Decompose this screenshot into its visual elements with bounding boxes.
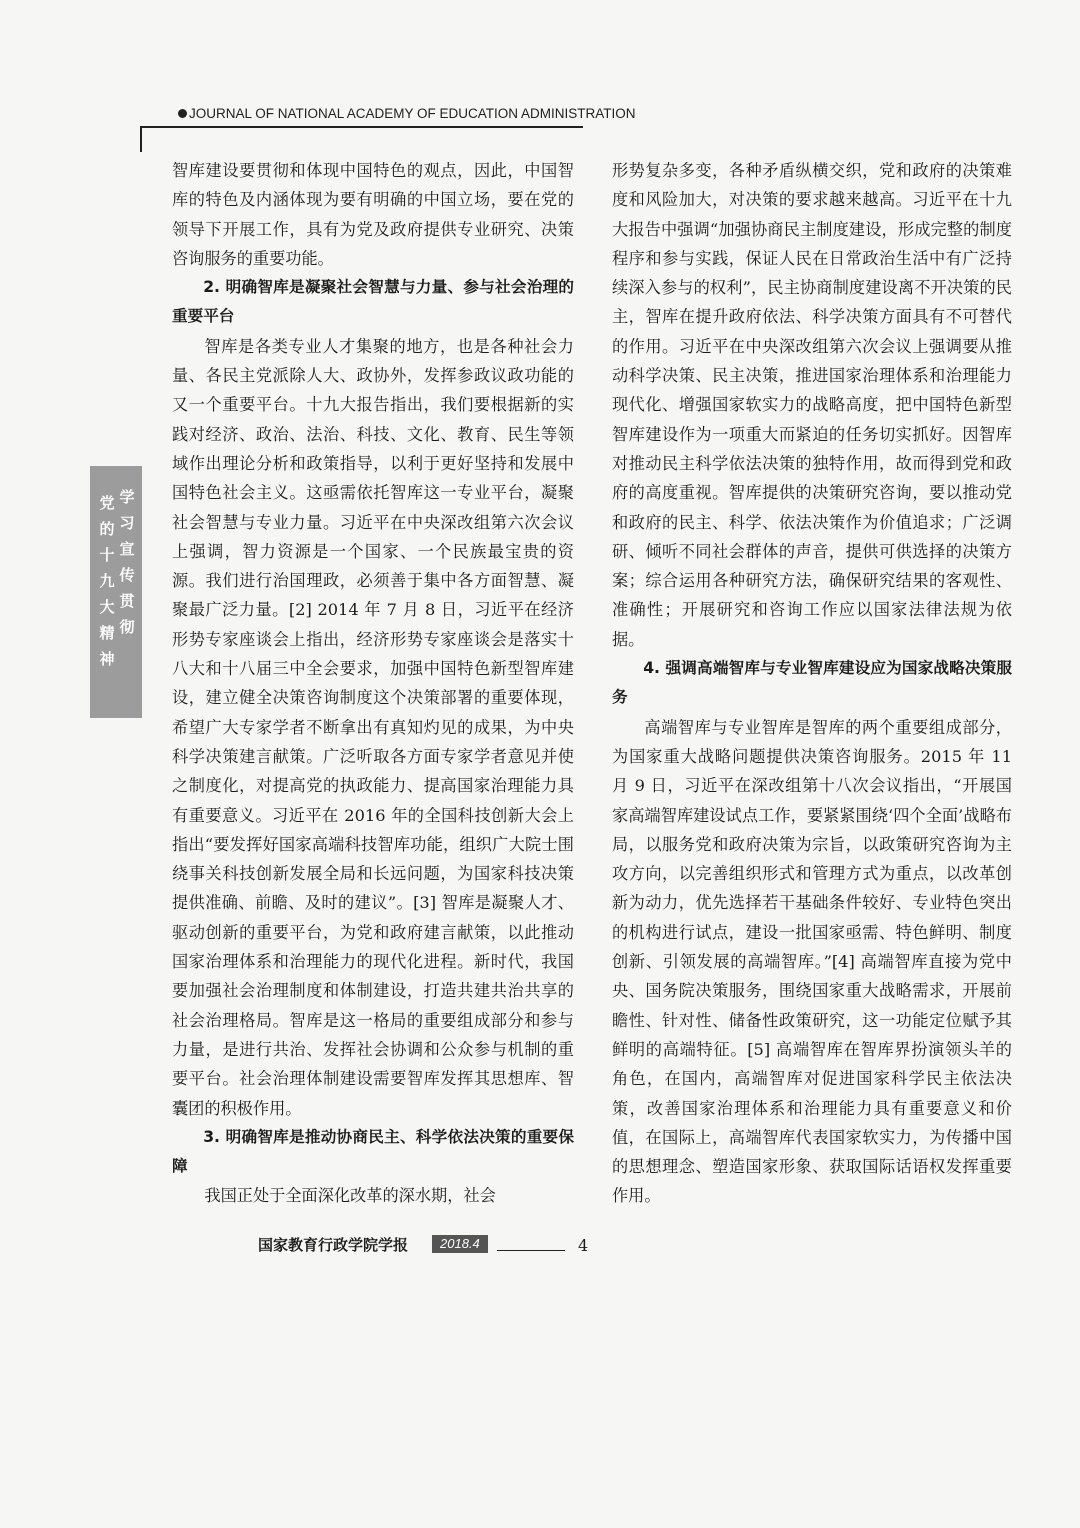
footer-rule xyxy=(497,1250,565,1251)
article-column-left xyxy=(172,156,574,1211)
journal-header xyxy=(178,106,636,121)
article-column-right xyxy=(612,156,1012,1211)
paragraph: 高端智库与专业智库是智库的两个重要组成部分，为国家重大战略问题提供决策咨询服务。2015 年 11 月 9 日，习近平在深改组第十八次会议指出，“开展国家高端智库建设试点工作，要紧紧围绕‘四个全面’战略布局，以服务党和政府决策为宗旨，以政策研究咨询为主攻方向，以完善组织形式和管理方式为重点，以改革创新为动力，优先选择若干基础条件较好、专业特色突出的机构进行试点，建设一批国家亟需、特色鲜明、制度创新、引领发展的高端智库。”[4] 高端智库直接为党中央、国务院决策服务，围绕国家重大战略需求，开展前瞻性、针对性、储备性政策研究，这一功能定位赋予其鲜明的高端特征。[5] 高端智库在智库界扮演领头羊的角色，在国内，高端智库对促进国家科学民主依法决策，改善国家治理体系和治理能力具有重要意义和价值，在国际上，高端智库代表国家软实力，为传播中国的思想理念、塑造国家形象、获取国际话语权发挥重要作用。 xyxy=(612,717,1012,1206)
footer-journal-title: 国家教育行政学院学报 xyxy=(258,1236,409,1254)
section-heading-4: 4. 强调高端智库与专业智库建设应为国家战略决策服务 xyxy=(612,659,1012,707)
page-number: 4 xyxy=(578,1236,589,1255)
header-rule-horizontal xyxy=(140,126,583,128)
side-tab-left-text: 党的十九大精神 xyxy=(99,494,115,668)
header-rule-vertical xyxy=(140,126,142,152)
bullet-icon xyxy=(178,109,187,118)
paragraph: 智库是各类专业人才集聚的地方，也是各种社会力量、各民主党派除人大、政协外，发挥参政议政功能的又一个重要平台。十九大报告指出，我们要根据新的实践对经济、政治、法治、科技、文化、教育、民生等领域作出理论分析和政策指导，以利于更好坚持和发展中国特色社会主义。这亟需依托智库这一专业平台，凝聚社会智慧与专业力量。习近平在中央深改组第六次会议上强调，智力资源是一个国家、一个民族最宝贵的资源。我们进行治国理政，必须善于集中各方面智慧、凝聚最广泛力量。[2] 2014 年 7 月 8 日，习近平在经济形势专家座谈会上指出，经济形势专家座谈会是落实十八大和十八届三中全会要求，加强中国特色新型智库建设，建立健全决策咨询制度这个决策部署的重要体现，希望广大专家学者不断拿出有真知灼见的成果，为中央科学决策建言献策。广泛听取各方面专家学者意见并使之制度化，对提高党的执政能力、提高国家治理能力具有重要意义。习近平在 2016 年的全国科技创新大会上指出“要发挥好国家高端科技智库功能，组织广大院士围绕事关科技创新发展全局和长远问题，为国家科技决策提供准确、前瞻、及时的建议”。[3] 智库是凝聚人才、驱动创新的重要平台，为党和政府建言献策，以此推动国家治理体系和治理能力的现代化进程。新时代，我国要加强社会治理制度和体制建设，打造共建共治共享的社会治理格局。智库是这一格局的重要组成部分和参与力量，是进行共治、发挥社会协调和公众参与机制的重要平台。社会治理体制建设需要智库发挥其思想库、智囊团的积极作用。 xyxy=(172,336,574,1118)
side-tab xyxy=(90,466,142,718)
footer-issue-badge: 2018.4 xyxy=(432,1235,488,1253)
section-heading-2: 2. 明确智库是凝聚社会智慧与力量、参与社会治理的重要平台 xyxy=(172,278,574,326)
section-heading-3: 3. 明确智库是推动协商民主、科学依法决策的重要保障 xyxy=(172,1127,574,1176)
paragraph: 我国正处于全面深化改革的深水期，社会 xyxy=(204,1186,496,1206)
side-tab-right-text: 学习宣传贯彻 xyxy=(119,488,135,636)
journal-header-text: JOURNAL OF NATIONAL ACADEMY OF EDUCATION ADMINISTRATION xyxy=(189,106,636,121)
paragraph: 智库建设要贯彻和体现中国特色的观点，因此，中国智库的特色及内涵体现为要有明确的中国立场，要在党的领导下开展工作，具有为党及政府提供专业研究、决策咨询服务的重要功能。 xyxy=(172,161,574,268)
paragraph: 形势复杂多变，各种矛盾纵横交织，党和政府的决策难度和风险加大，对决策的要求越来越高。习近平在十九大报告中强调“加强协商民主制度建设，形成完整的制度程序和参与实践，保证人民在日常政治生活中有广泛持续深入参与的权利”，民主协商制度建设离不开决策的民主，智库在提升政府依法、科学决策方面具有不可替代的作用。习近平在中央深改组第六次会议上强调要从推动科学决策、民主决策，推进国家治理体系和治理能力现代化、增强国家软实力的战略高度，把中国特色新型智库建设作为一项重大而紧迫的任务切实抓好。因智库对推动民主科学依法决策的独特作用，故而得到党和政府的高度重视。智库提供的决策研究咨询，要以推动党和政府的民主、科学、依法决策作为价值追求；广泛调研、倾听不同社会群体的声音，提供可供选择的决策方案；综合运用各种研究方法，确保研究结果的客观性、准确性；开展研究和咨询工作应以国家法律法规为依据。 xyxy=(612,161,1012,649)
